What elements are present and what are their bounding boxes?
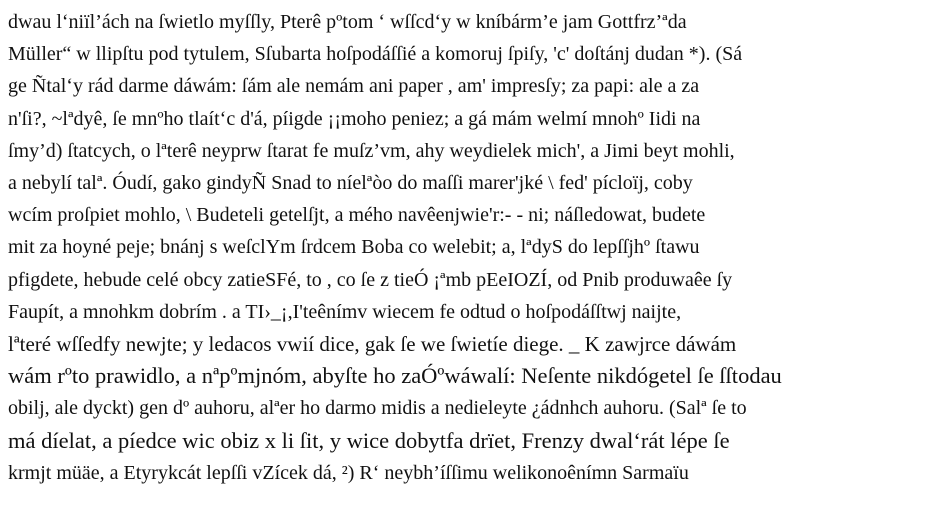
text-line: ge Ñtal‘y rád darme dáwám: ſám ale nemám ani paper , am' impresſy; za papi: ale a za <box>8 75 700 98</box>
text-line: dwau l‘niïl’ách na ſwietlo myſſly, Pterê pºtom ‘ wſſcd‘y w kníbárm’e jam Gottfrz’ªda <box>8 11 687 33</box>
text-line: pfigdete, hebude celé obcy zatieSFé, to , co ſe z tieÓ ¡ªmb pEeIOZÍ, od Pnib produwaêe ſy <box>8 268 733 291</box>
text-line: a nebylí talª. Óudí, gako gindyÑ Snad to níelªòo do maſſi marer'jké \ fed' pícloïj, coby <box>8 172 693 195</box>
text-line: obilj, ale dyckt) gen dº auhoru, alªer ho darmo midis a nedieleyte ¿ádnhch auhoru. (Salª ſe to <box>8 397 747 420</box>
text-line: wcím proſpiet mohlo, \ Budeteli getelſjt, a mého navêenjwie'r:- - ni; náſledowat, budete <box>8 204 706 227</box>
text-line: mit za hoyné peje; bnánj s weſclYm ſrdcem Boba co welebit; a, lªdyS do lepſſjhº ſtawu <box>8 236 700 259</box>
text-line: má díelat, a píedce wic obiz x li ſit, y wice dobytfa drïet, Frenzy dwal‘rát lépe ſe <box>8 427 730 453</box>
document-text <box>8 6 919 489</box>
text-line: wám rºto prawidlo, a nªpºmjnóm, abyſte ho zaÓºwáwalí: Neſente nikdógetel ſe ſſtodau <box>8 363 782 389</box>
text-line: Faupít, a mnohkm dobrím . a TI›_¡,I'teênímv wiecem fe odtud o hoſpodáſſtwj naijte, <box>8 300 682 323</box>
text-line: krmjt müäe, a Etyrykcát lepſſi vZícek dá, ²) R‘ neybh’íſſimu welikonoênímn Sarmaïu <box>8 461 689 484</box>
text-line: n'ſi?, ~lªdyê, ſe mnºho tlaít‘c d'á, píigde ¡¡moho peniez; a gá mám welmí mnohº Iidi na <box>8 107 701 130</box>
text-line: Müller“ w llipſtu pod tytulem, Sſubarta hoſpodáſſié a komoruj ſpiſy, 'c' doſtánj dudan *). (Sá <box>8 43 743 66</box>
text-line: ſmy’d) ſtatcych, o lªterê neyprw ſtarat fe muſz’vm, ahy weydielek mich', a Jimi beyt mohli, <box>8 139 735 162</box>
text-line: lªteré wſſedfy newjte; y ledacos vwií dice, gak ſe we ſwietíe diege. _ K zawjrce dáwám <box>8 332 737 357</box>
